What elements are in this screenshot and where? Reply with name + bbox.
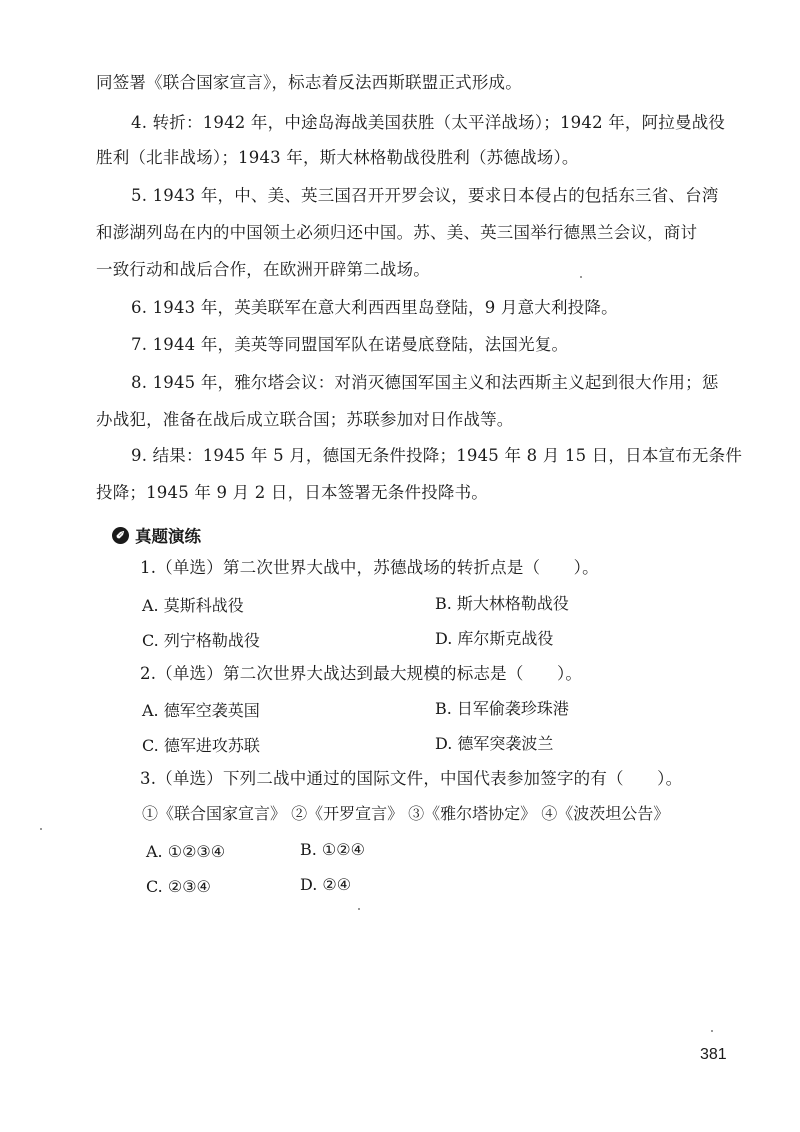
paragraph-line: 办战犯，准备在战后成立联合国；苏联参加对日作战等。 [96, 410, 514, 429]
section-title: 真题演练 [135, 527, 201, 546]
question-stem: 3.（单选）下列二战中通过的国际文件，中国代表参加签字的有（ ）。 [140, 769, 683, 788]
option-a: A. ①②③④ [146, 842, 226, 861]
option-b: B. ①②④ [300, 840, 365, 859]
option-d: D. ②④ [300, 875, 352, 894]
option-c: C. 列宁格勒战役 [142, 631, 260, 650]
question-stem: 2.（单选）第二次世界大战达到最大规模的标志是（ ）。 [140, 664, 583, 683]
paragraph-line: 9. 结果：1945 年 5 月，德国无条件投降；1945 年 8 月 15 日，日本宣布无条件 [131, 446, 743, 465]
option-c: C. 德军进攻苏联 [142, 736, 260, 755]
section-heading [112, 523, 201, 547]
option-a: A. 德军空袭英国 [142, 701, 260, 720]
paragraph-line: 4. 转折：1942 年，中途岛海战美国获胜（太平洋战场）；1942 年，阿拉曼战役 [131, 113, 726, 132]
scan-speck [711, 1030, 713, 1032]
scan-speck [358, 908, 360, 910]
option-b: B. 斯大林格勒战役 [435, 594, 569, 613]
paragraph-line: 8. 1945 年，雅尔塔会议：对消灭德国军国主义和法西斯主义起到很大作用；惩 [131, 373, 719, 392]
scan-speck [40, 828, 42, 830]
page-number: 381 [700, 1046, 727, 1063]
paragraph-line: 5. 1943 年，中、美、英三国召开开罗会议，要求日本侵占的包括东三省、台湾 [131, 186, 719, 205]
paragraph-line: 和澎湖列岛在内的中国领土必须归还中国。苏、美、英三国举行德黑兰会议，商讨 [96, 223, 698, 242]
question-stem: 1.（单选）第二次世界大战中，苏德战场的转折点是（ ）。 [140, 558, 599, 577]
option-d: D. 库尔斯克战役 [435, 629, 554, 648]
paragraph-line: 6. 1943 年，英美联军在意大利西西里岛登陆，9 月意大利投降。 [131, 298, 618, 317]
paragraph-line: 胜利（北非战场）；1943 年，斯大林格勒战役胜利（苏德战场）。 [96, 148, 579, 167]
paragraph-line: 7. 1944 年，美英等同盟国军队在诺曼底登陆，法国光复。 [131, 335, 569, 354]
paragraph-line: 投降；1945 年 9 月 2 日，日本签署无条件投降书。 [96, 483, 489, 502]
option-b: B. 日军偷袭珍珠港 [435, 699, 569, 718]
document-list: ①《联合国家宣言》 ②《开罗宣言》 ③《雅尔塔协定》 ④《波茨坦公告》 [142, 804, 670, 823]
option-d: D. 德军突袭波兰 [435, 734, 554, 753]
paragraph-line: 同签署《联合国家宣言》，标志着反法西斯联盟正式形成。 [96, 73, 522, 92]
option-c: C. ②③④ [146, 877, 211, 896]
pencil-icon: ✐ [112, 527, 129, 544]
paragraph-line: 一致行动和战后合作，在欧洲开辟第二战场。 [96, 260, 430, 279]
scan-speck [580, 276, 582, 278]
option-a: A. 莫斯科战役 [142, 596, 244, 615]
